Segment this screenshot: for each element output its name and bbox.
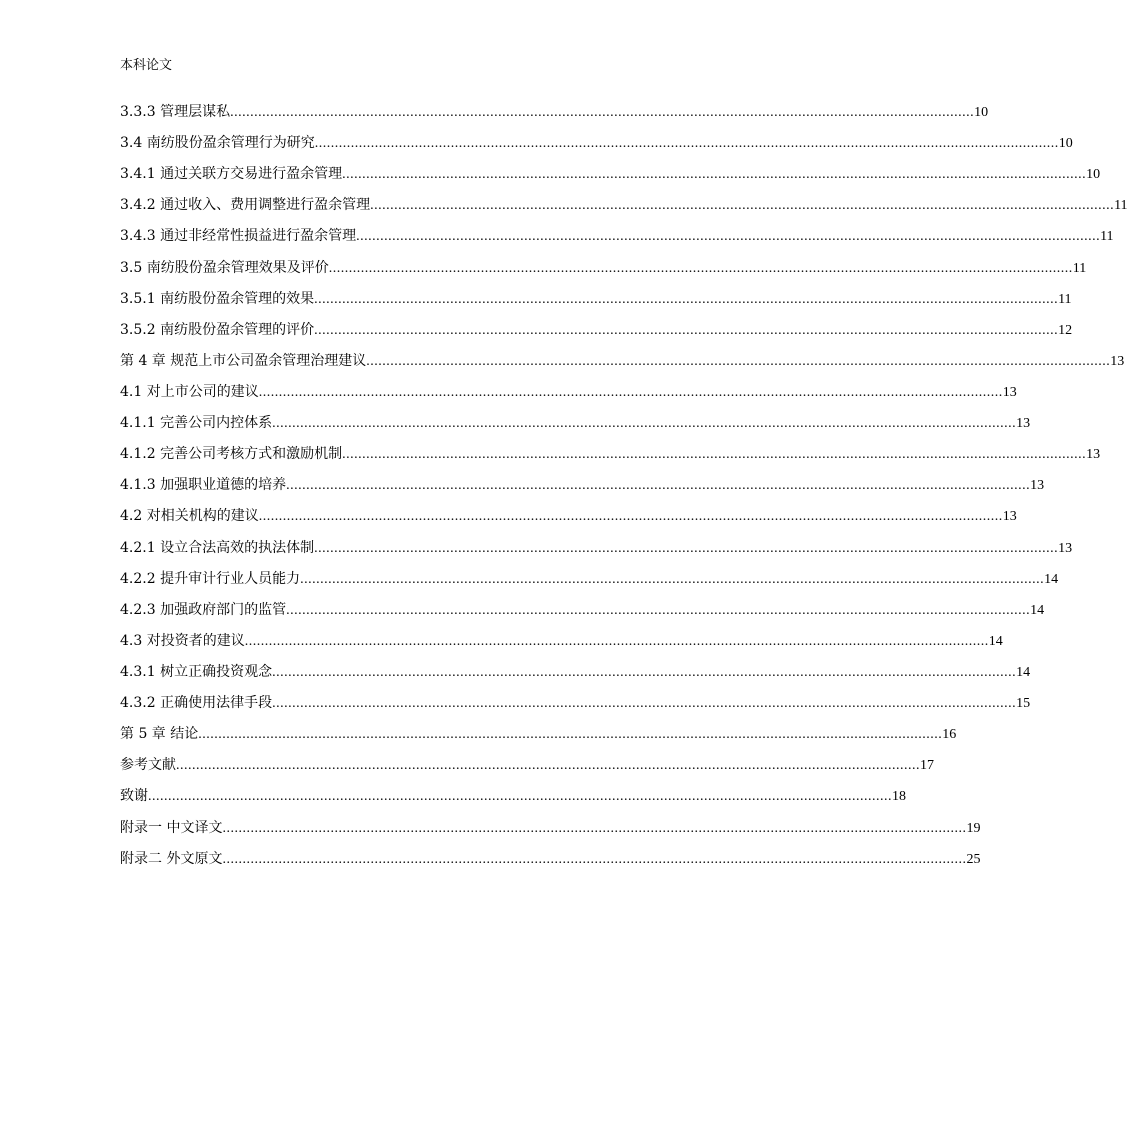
dot-leader: .......................................................................................................................................................................................... (230, 105, 975, 120)
toc-entry[interactable] (120, 258, 1087, 289)
toc-entry[interactable] (120, 475, 1045, 506)
toc-entry-page: 10 (974, 105, 989, 120)
toc-entry-page: 11 (1058, 291, 1072, 307)
toc-entry-page: 10 (1058, 136, 1073, 152)
toc-entry-page: 13 (1110, 353, 1125, 369)
toc-entry-title: 4.3.2 正确使用法律手段 (120, 695, 273, 712)
toc-entry-page: 11 (1072, 260, 1087, 276)
toc-entry-page: 25 (966, 851, 981, 867)
dot-leader: .......................................................................................................................................................................................... (176, 758, 920, 774)
toc-entry-title: 第 5 章 结论 (120, 726, 199, 743)
toc-entry-title: 3.5 南纺股份盈余管理效果及评价 (120, 259, 329, 276)
toc-entry-title: 4.2.3 加强政府部门的监管 (120, 601, 287, 618)
toc-entry[interactable] (120, 724, 957, 755)
dot-leader: .......................................................................................................................................................................................... (314, 322, 1059, 338)
toc-entry[interactable] (120, 226, 1114, 257)
dot-leader: .......................................................................................................................................................................................... (342, 447, 1087, 463)
toc-entry-page: 13 (1016, 416, 1031, 432)
toc-entry-title: 4.3.1 树立正确投资观念 (120, 663, 273, 680)
toc-entry-page: 11 (1114, 198, 1128, 214)
toc-entry-page: 13 (1002, 384, 1017, 400)
toc-entry[interactable] (120, 102, 989, 133)
dot-leader: .......................................................................................................................................................................................... (198, 727, 943, 743)
toc-entry-page: 13 (1058, 540, 1073, 556)
toc-entry-title: 3.3.3 管理层谋私 (120, 104, 231, 120)
toc-entry-page: 14 (988, 633, 1003, 649)
toc-entry-page: 11 (1100, 229, 1114, 245)
dot-leader: .......................................................................................................................................................................................... (286, 602, 1031, 618)
dot-leader: .......................................................................................................................................................................................... (370, 198, 1115, 214)
toc-entry-title: 4.2.2 提升审计行业人员能力 (120, 570, 301, 587)
toc-entry-page: 13 (1030, 478, 1045, 494)
toc-entry-page: 16 (942, 727, 957, 743)
toc-entry-page: 10 (1086, 167, 1101, 183)
toc-entry-page: 14 (1044, 571, 1059, 587)
toc-entry[interactable] (120, 133, 1073, 164)
dot-leader: .......................................................................................................................................................................................... (328, 260, 1073, 276)
toc-entry[interactable] (120, 506, 1017, 537)
toc-entry[interactable] (120, 195, 1128, 226)
dot-leader: .......................................................................................................................................................................................... (356, 229, 1101, 245)
dot-leader: .......................................................................................................................................................................................... (314, 540, 1059, 556)
dot-leader: .......................................................................................................................................................................................... (342, 167, 1087, 183)
toc-entry[interactable] (120, 289, 1072, 320)
dot-leader: .......................................................................................................................................................................................... (314, 136, 1059, 152)
toc-entry[interactable] (120, 351, 1125, 382)
toc-entry-title: 4.1.1 完善公司内控体系 (120, 415, 273, 432)
dot-leader: .......................................................................................................................................................................................... (258, 384, 1003, 400)
dot-leader: .......................................................................................................................................................................................... (222, 820, 967, 836)
toc-entry-title: 附录二 外文原文 (120, 850, 223, 867)
toc-entry-page: 17 (920, 758, 934, 774)
toc-entry-title: 4.2.1 设立合法高效的执法体制 (120, 539, 315, 556)
toc-entry-title: 3.5.1 南纺股份盈余管理的效果 (120, 290, 315, 307)
toc-entry[interactable] (120, 849, 981, 880)
dot-leader: .......................................................................................................................................................................................... (314, 291, 1059, 307)
dot-leader: .......................................................................................................................................................................................... (272, 416, 1017, 432)
toc-entry[interactable] (120, 444, 1101, 475)
toc-entry[interactable] (120, 693, 1031, 724)
dot-leader: .......................................................................................................................................................................................... (286, 478, 1031, 494)
toc-entry-page: 14 (1016, 664, 1031, 680)
dot-leader: .......................................................................................................................................................................................... (366, 353, 1111, 369)
toc-entry[interactable] (120, 786, 906, 817)
dot-leader: .......................................................................................................................................................................................... (244, 633, 989, 649)
toc-entry-title: 3.5.2 南纺股份盈余管理的评价 (120, 321, 315, 338)
toc-entry[interactable] (120, 164, 1101, 195)
dot-leader: .......................................................................................................................................................................................... (272, 696, 1017, 712)
dot-leader: .......................................................................................................................................................................................... (258, 509, 1003, 525)
dot-leader: .......................................................................................................................................................................................... (148, 789, 892, 805)
toc-entry-title: 3.4 南纺股份盈余管理行为研究 (120, 135, 315, 152)
table-of-contents (120, 102, 1128, 880)
toc-entry-title: 3.4.1 通过关联方交易进行盈余管理 (120, 166, 343, 183)
page-header: 本科论文 (120, 58, 173, 73)
toc-entry-title: 4.1 对上市公司的建议 (120, 383, 259, 400)
toc-entry-title: 附录一 中文译文 (120, 819, 223, 836)
toc-entry[interactable] (120, 631, 1003, 662)
toc-entry[interactable] (120, 382, 1017, 413)
dot-leader: .......................................................................................................................................................................................... (272, 664, 1017, 680)
toc-entry[interactable] (120, 320, 1073, 351)
toc-entry-title: 3.4.3 通过非经常性损益进行盈余管理 (120, 228, 357, 245)
toc-entry[interactable] (120, 569, 1059, 600)
toc-entry-title: 4.1.3 加强职业道德的培养 (120, 477, 287, 494)
toc-entry-title: 4.2 对相关机构的建议 (120, 508, 259, 525)
toc-entry-title: 参考文献 (120, 757, 176, 774)
toc-entry-page: 14 (1030, 602, 1045, 618)
toc-entry-page: 13 (1086, 447, 1101, 463)
toc-entry-page: 13 (1002, 509, 1017, 525)
toc-entry[interactable] (120, 818, 981, 849)
toc-entry-title: 第 4 章 规范上市公司盈余管理治理建议 (120, 352, 367, 369)
toc-entry-title: 4.3 对投资者的建议 (120, 632, 245, 649)
toc-entry-page: 19 (966, 820, 981, 836)
toc-entry[interactable] (120, 600, 1045, 631)
toc-entry-page: 12 (1058, 322, 1073, 338)
toc-entry[interactable] (120, 413, 1031, 444)
dot-leader: .......................................................................................................................................................................................... (300, 571, 1045, 587)
dot-leader: .......................................................................................................................................................................................... (222, 851, 967, 867)
toc-entry-title: 致谢 (120, 788, 148, 805)
toc-entry-title: 4.1.2 完善公司考核方式和激励机制 (120, 446, 343, 463)
toc-entry-page: 18 (892, 789, 906, 805)
toc-entry-page: 15 (1016, 696, 1031, 712)
toc-entry[interactable] (120, 538, 1073, 569)
toc-entry[interactable] (120, 662, 1031, 693)
toc-entry-title: 3.4.2 通过收入、费用调整进行盈余管理 (120, 197, 371, 214)
toc-entry[interactable] (120, 755, 934, 786)
